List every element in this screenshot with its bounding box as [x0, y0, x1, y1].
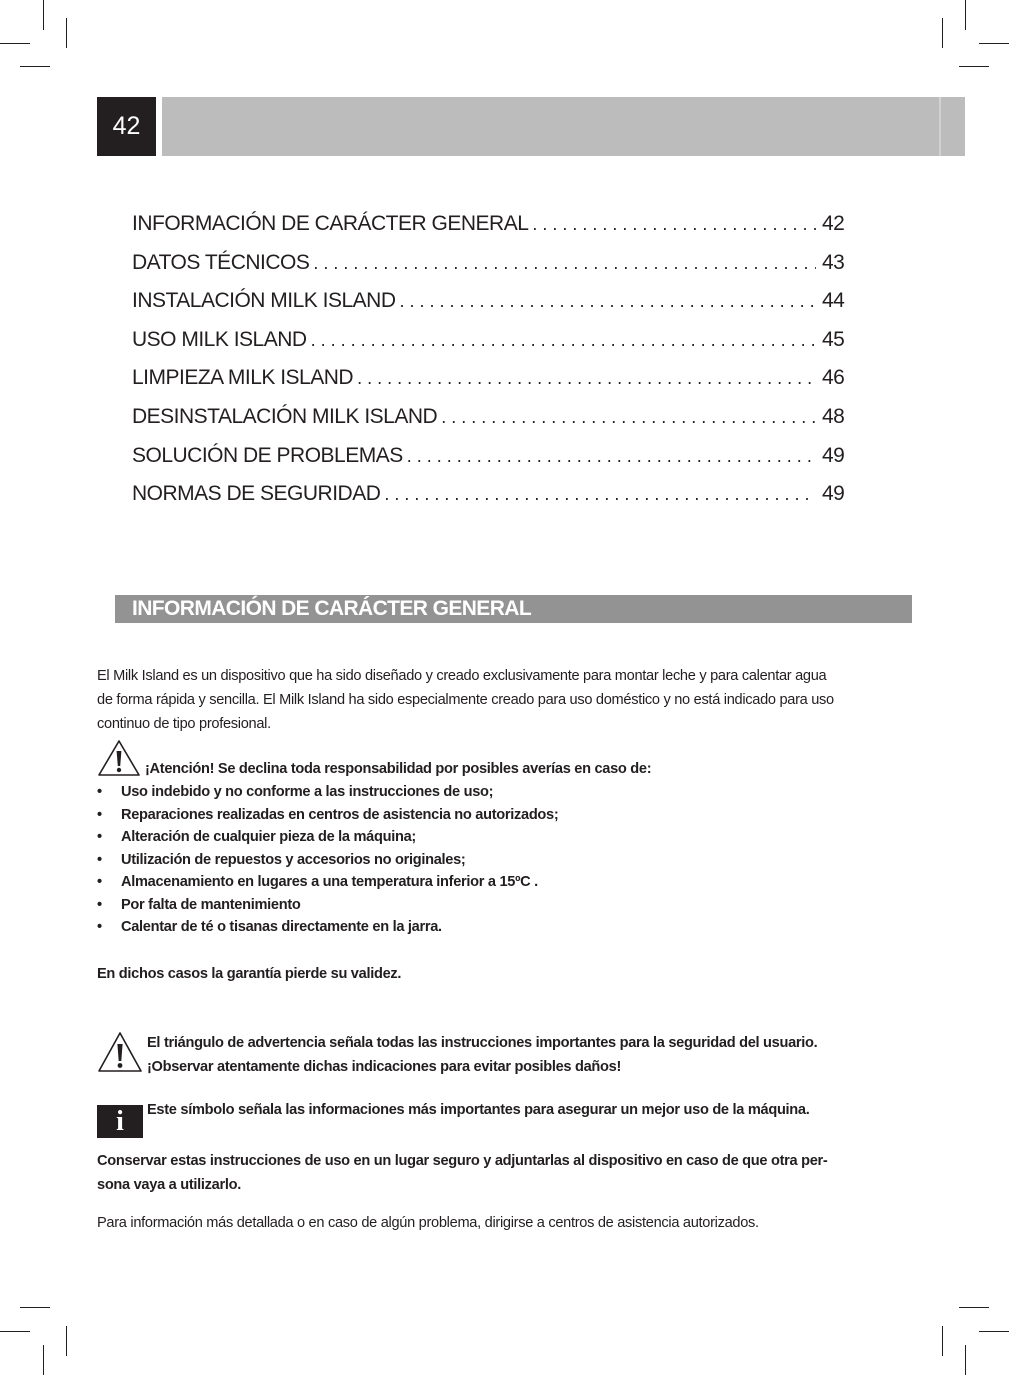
toc-leader-dots — [532, 214, 816, 235]
crop-mark — [965, 1345, 966, 1375]
list-item-text: Por falta de mantenimiento — [121, 896, 301, 913]
toc-leader-dots — [407, 446, 816, 467]
crop-mark — [965, 0, 966, 30]
toc-leader-dots — [400, 291, 816, 312]
toc-entry[interactable] — [132, 366, 844, 405]
keep-instructions-line: sona vaya a utilizarlo. — [97, 1177, 241, 1193]
toc-entry-title: DATOS TÉCNICOS — [132, 250, 310, 274]
crop-mark — [959, 1307, 989, 1308]
toc-entry[interactable] — [132, 328, 844, 367]
bullet-symbol: • — [97, 874, 102, 890]
crop-mark — [20, 1307, 50, 1308]
intro-line: de forma rápida y sencilla. El Milk Island ha sido especialmente creado para uso doméstico y no está indicado para uso — [97, 692, 834, 708]
toc-entry[interactable] — [132, 482, 844, 521]
list-item-text: Almacenamiento en lugares a una temperatura inferior a 15ºC . — [121, 874, 538, 890]
toc-entry[interactable] — [132, 212, 844, 251]
toc-entry-page: 46 — [822, 366, 845, 390]
toc-entry-page: 48 — [822, 404, 845, 428]
toc-entry-page: 44 — [822, 289, 845, 313]
crop-mark — [20, 66, 50, 67]
list-item-text: Alteración de cualquier pieza de la máquina; — [121, 829, 416, 845]
list-item — [97, 916, 817, 939]
crop-mark — [979, 1331, 1009, 1332]
toc-entry[interactable] — [132, 289, 844, 328]
toc-entry-page: 45 — [822, 327, 845, 351]
crop-mark — [43, 1345, 44, 1375]
crop-mark — [66, 18, 67, 48]
warning-symbol-line: ¡Observar atentamente dichas indicaciones para evitar posibles daños! — [147, 1059, 622, 1075]
crop-mark — [942, 1326, 943, 1356]
toc-entry-title: INFORMACIÓN DE CARÁCTER GENERAL — [132, 212, 529, 235]
toc-leader-dots — [441, 407, 816, 428]
toc-entry-title: NORMAS DE SEGURIDAD — [132, 482, 381, 506]
list-item-text: Uso indebido y no conforme a las instrucciones de uso; — [121, 784, 494, 800]
list-item — [97, 826, 817, 849]
intro-line: El Milk Island es un dispositivo que ha sido diseñado y creado exclusivamente para montar leche y para calentar agua — [97, 668, 827, 684]
bullet-symbol: • — [97, 829, 102, 845]
keep-instructions-note — [97, 1149, 917, 1197]
list-item — [97, 849, 817, 872]
toc-entry-title: INSTALACIÓN MILK ISLAND — [132, 289, 396, 313]
toc-entry[interactable] — [132, 405, 844, 444]
toc-entry-page: 43 — [822, 250, 845, 274]
crop-mark — [0, 1331, 30, 1332]
warning-triangle-icon — [97, 1031, 143, 1073]
info-icon: i — [97, 1105, 143, 1138]
page-number: 42 — [97, 97, 156, 156]
toc-entry-page: 49 — [822, 482, 845, 506]
crop-mark — [0, 43, 30, 44]
bullet-symbol: • — [97, 896, 102, 913]
warning-symbol-line: El triángulo de advertencia señala todas las instrucciones importantes para la seguridad del usuario. — [147, 1035, 818, 1051]
list-item — [97, 804, 817, 827]
toc-entry-title: SOLUCIÓN DE PROBLEMAS — [132, 443, 403, 467]
toc-leader-dots — [313, 253, 816, 274]
toc-entry[interactable] — [132, 251, 844, 290]
bullet-list — [97, 781, 817, 939]
list-item — [97, 894, 817, 917]
list-item-text: Calentar de té o tisanas directamente en la jarra. — [121, 919, 442, 935]
attention-heading: ¡Atención! Se declina toda responsabilidad por posibles averías en caso de: — [145, 761, 652, 777]
toc-leader-dots — [311, 330, 816, 351]
warning-triangle-icon — [97, 739, 141, 777]
crop-mark — [959, 66, 989, 67]
toc-entry-title: DESINSTALACIÓN MILK ISLAND — [132, 404, 438, 428]
bullet-symbol: • — [97, 851, 102, 868]
toc-entry-page: 49 — [822, 443, 845, 467]
bullet-symbol: • — [97, 784, 102, 800]
crop-mark — [66, 1326, 67, 1356]
toc-entry[interactable] — [132, 444, 844, 483]
header-bar — [162, 97, 965, 156]
toc-entry-title: USO MILK ISLAND — [132, 327, 307, 351]
list-item-text: Reparaciones realizadas en centros de asistencia no autorizados; — [121, 806, 559, 823]
toc-leader-dots — [384, 484, 816, 505]
keep-instructions-line: Conservar estas instrucciones de uso en un lugar seguro y adjuntarlas al dispositivo en caso de que otra per- — [97, 1153, 828, 1169]
toc-entry-page: 42 — [822, 212, 845, 235]
info-symbol-text: Este símbolo señala las informaciones más importantes para asegurar un mejor uso de la máquina. — [147, 1102, 810, 1118]
list-item-text: Utilización de repuestos y accesorios no originales; — [121, 851, 466, 868]
warranty-note: En dichos casos la garantía pierde su validez. — [97, 966, 402, 982]
bullet-symbol: • — [97, 919, 102, 935]
toc-entry-title: LIMPIEZA MILK ISLAND — [132, 366, 354, 390]
bullet-symbol: • — [97, 806, 102, 823]
intro-paragraph — [97, 664, 917, 736]
crop-mark — [43, 0, 44, 30]
crop-mark — [942, 18, 943, 48]
warning-symbol-text — [147, 1031, 907, 1079]
section-heading: INFORMACIÓN DE CARÁCTER GENERAL — [115, 595, 912, 623]
list-item — [97, 781, 817, 804]
crop-mark — [979, 43, 1009, 44]
toc-leader-dots — [357, 368, 816, 389]
list-item — [97, 871, 817, 894]
table-of-contents — [132, 212, 844, 521]
intro-line: continuo de tipo profesional. — [97, 716, 271, 732]
more-info-note: Para información más detallada o en caso de algún problema, dirigirse a centros de asistencia autorizados. — [97, 1215, 759, 1231]
